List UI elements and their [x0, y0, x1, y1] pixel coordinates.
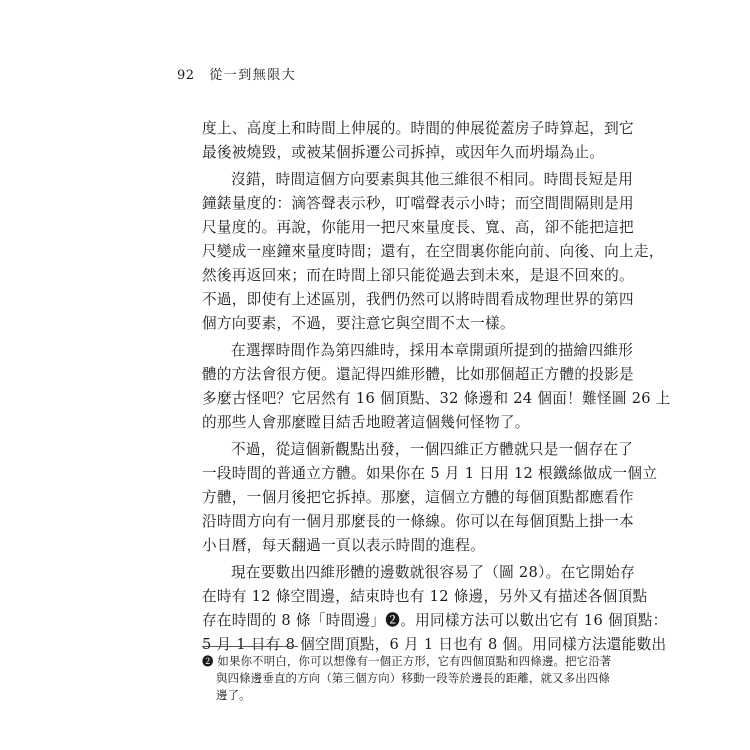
page-number: 92: [177, 68, 195, 83]
body-line: 存在時間的 8 條「時間邊」❷。用同樣方法可以數出它有 16 個頂點：: [202, 612, 668, 629]
body-line: 在時有 12 條空間邊，結束時也有 12 條邊，另外又有描述各個頂點: [202, 588, 648, 605]
body-line: 多麼古怪吧？它居然有 16 個頂點、32 條邊和 24 個面！難怪圖 26 上: [202, 390, 671, 407]
footnote-line: 與四條邊垂直的方向（第三個方向）移動一段等於邊長的距離，就又多出四條: [216, 671, 611, 685]
body-line: 個方向要素，不過，要注意它與空間不太一樣。: [202, 315, 515, 332]
footnote-line: ❷ 如果你不明白，你可以想像有一個正方形，它有四個頂點和四條邊。把它沿著: [202, 654, 612, 668]
body-line: 的那些人會那麼瞠目結舌地瞪著這個幾何怪物了。: [202, 414, 530, 431]
body-line: 方體，一個月後把它拆掉。那麼，這個立方體的每個頂點都應看作: [202, 489, 634, 506]
footnote-line: 邊了。: [216, 688, 251, 702]
body-line: 然後再返回來；而在時間上卻只能從過去到未來，是退不回來的。: [202, 267, 634, 284]
book-title: 從一到無限大: [209, 68, 297, 83]
body-line: 小日曆，每天翻過一頁以表示時間的進程。: [202, 537, 485, 554]
running-header: [177, 64, 296, 83]
body-line: 現在要數出四維形體的邊數就很容易了（圖 28）。在它開始存: [231, 564, 636, 581]
body-line: 度上、高度上和時間上伸展的。時間的伸展從蓋房子時算起，到它: [202, 120, 634, 137]
body-line: 尺量度的。再說，你能用一把尺來量度長、寬、高，卻不能把這把: [202, 219, 634, 236]
body-line: 最後被燒毀，或被某個拆遷公司拆掉，或因年久而坍塌為止。: [202, 144, 605, 161]
footnote-divider: [202, 646, 298, 647]
body-line: 一段時間的普通立方體。如果你在 5 月 1 日用 12 根鐵絲做成一個立: [202, 465, 658, 482]
body-line: 沿時間方向有一個月那麼長的一條線。你可以在每個頂點上掛一本: [202, 513, 634, 530]
body-line: 5 月 1 日有 8 個空間頂點，6 月 1 日也有 8 個。用同樣方法還能數出: [202, 636, 667, 653]
body-line: 不過，即使有上述區別，我們仍然可以將時間看成物理世界的第四: [202, 291, 634, 308]
body-line: 體的方法會很方便。還記得四維形體，比如那個超正方體的投影是: [202, 366, 634, 383]
body-line: 尺變成一座鐘來量度時間；還有，在空間裏你能向前、向後、向上走，: [202, 243, 664, 260]
body-line: 鐘錶量度的：滴答聲表示秒，叮噹聲表示小時；而空間間隔則是用: [202, 195, 634, 212]
body-line: 在選擇時間作為第四維時，採用本章開頭所提到的描繪四維形: [231, 342, 634, 359]
body-line: 沒錯，時間這個方向要素與其他三維很不相同。時間長短是用: [231, 171, 634, 188]
body-line: 不過，從這個新觀點出發，一個四維正方體就只是一個存在了: [231, 441, 634, 458]
